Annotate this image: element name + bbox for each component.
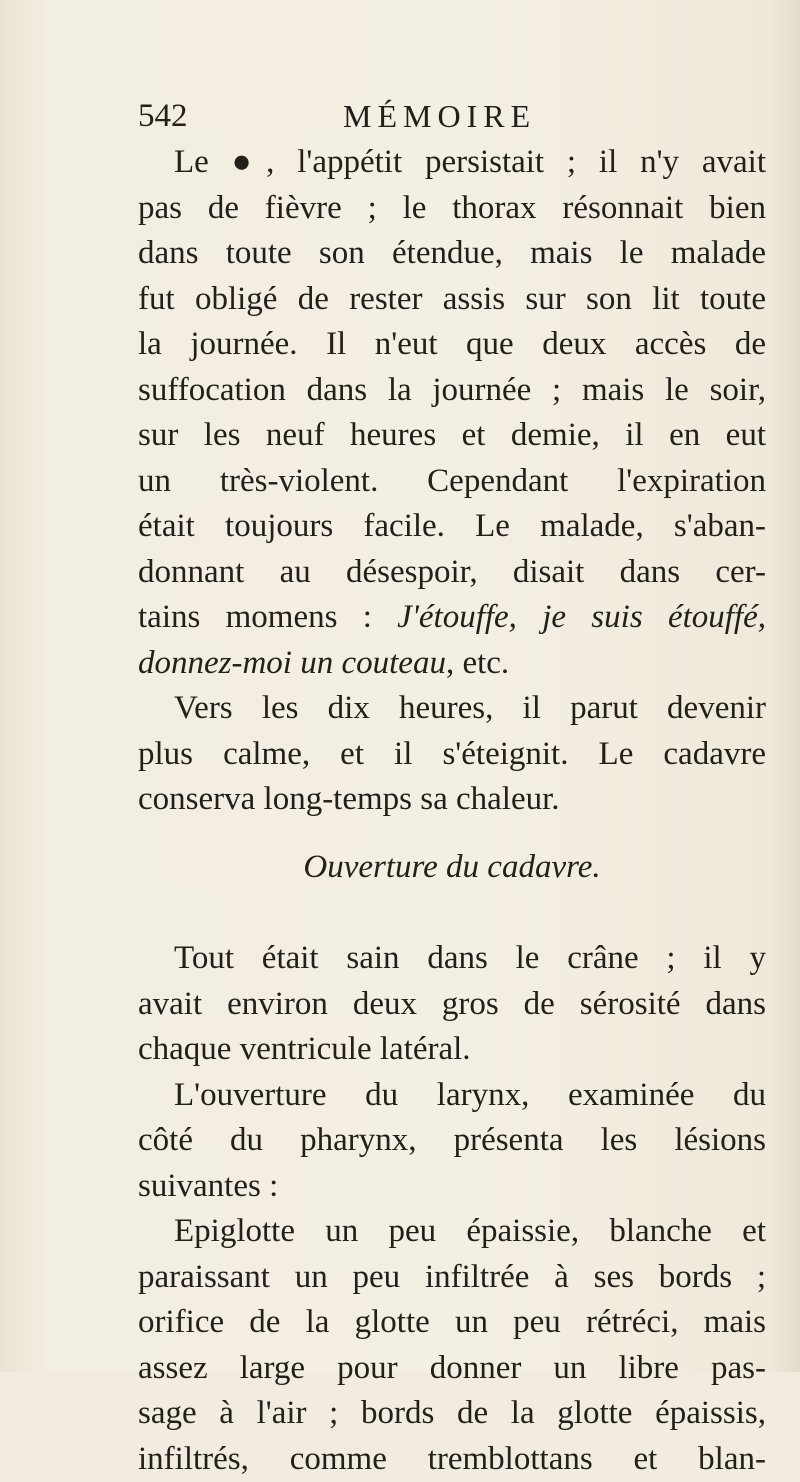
text-line <box>138 641 766 687</box>
text-line: Tout était sain dans le crâne ; il y <box>138 936 766 982</box>
text-fragment: , etc. <box>446 645 509 681</box>
body-text <box>138 140 766 1482</box>
paragraph-2 <box>138 686 766 823</box>
quoted-speech: J'étouffe, je suis étouffé, <box>397 599 766 635</box>
paragraph-3 <box>138 936 766 1073</box>
text-line: chaque ventricule latéral. <box>138 1027 766 1073</box>
text-line: avait environ deux gros de sérosité dans <box>138 982 766 1028</box>
text-fragment: tains momens : <box>138 599 372 635</box>
text-line: fut obligé de rester assis sur son lit toute <box>138 277 766 323</box>
text-line: sur les neuf heures et demie, il en eut <box>138 413 766 459</box>
text-line: dans toute son étendue, mais le malade <box>138 231 766 277</box>
text-line: Vers les dix heures, il parut devenir <box>138 686 766 732</box>
paragraph-5 <box>138 1209 766 1482</box>
text-line: paraissant un peu infiltrée à ses bords ; <box>138 1255 766 1301</box>
text-line: Epiglotte un peu épaissie, blanche et <box>138 1209 766 1255</box>
text-line: orifice de la glotte un peu rétréci, mais <box>138 1300 766 1346</box>
text-line: Le ●, l'appétit persistait ; il n'y avait <box>138 140 766 186</box>
text-line: la journée. Il n'eut que deux accès de <box>138 322 766 368</box>
text-line: infiltrés, comme tremblottans et blan- <box>138 1437 766 1482</box>
paragraph-1 <box>138 140 766 686</box>
paragraph-4 <box>138 1073 766 1210</box>
section-title: Ouverture du cadavre. <box>138 845 766 891</box>
text-line: plus calme, et il s'éteignit. Le cadavre <box>138 732 766 778</box>
page-number: 542 <box>138 98 188 135</box>
text-line: suivantes : <box>138 1164 766 1210</box>
text-line: assez large pour donner un libre pas- <box>138 1346 766 1392</box>
text-line: était toujours facile. Le malade, s'aban- <box>138 504 766 550</box>
text-line: suffocation dans la journée ; mais le soir, <box>138 368 766 414</box>
running-head: MÉMOIRE <box>343 98 536 135</box>
text-line: pas de fièvre ; le thorax résonnait bien <box>138 186 766 232</box>
text-line: un très-violent. Cependant l'expiration <box>138 459 766 505</box>
text-line: L'ouverture du larynx, examinée du <box>138 1073 766 1119</box>
text-line <box>138 595 766 641</box>
quoted-speech: donnez-moi un couteau <box>138 645 446 681</box>
text-line: donnant au désespoir, disait dans cer- <box>138 550 766 596</box>
text-line: conserva long-temps sa chaleur. <box>138 777 766 823</box>
text-line: côté du pharynx, présenta les lésions <box>138 1118 766 1164</box>
text-line: sage à l'air ; bords de la glotte épaissis, <box>138 1391 766 1437</box>
